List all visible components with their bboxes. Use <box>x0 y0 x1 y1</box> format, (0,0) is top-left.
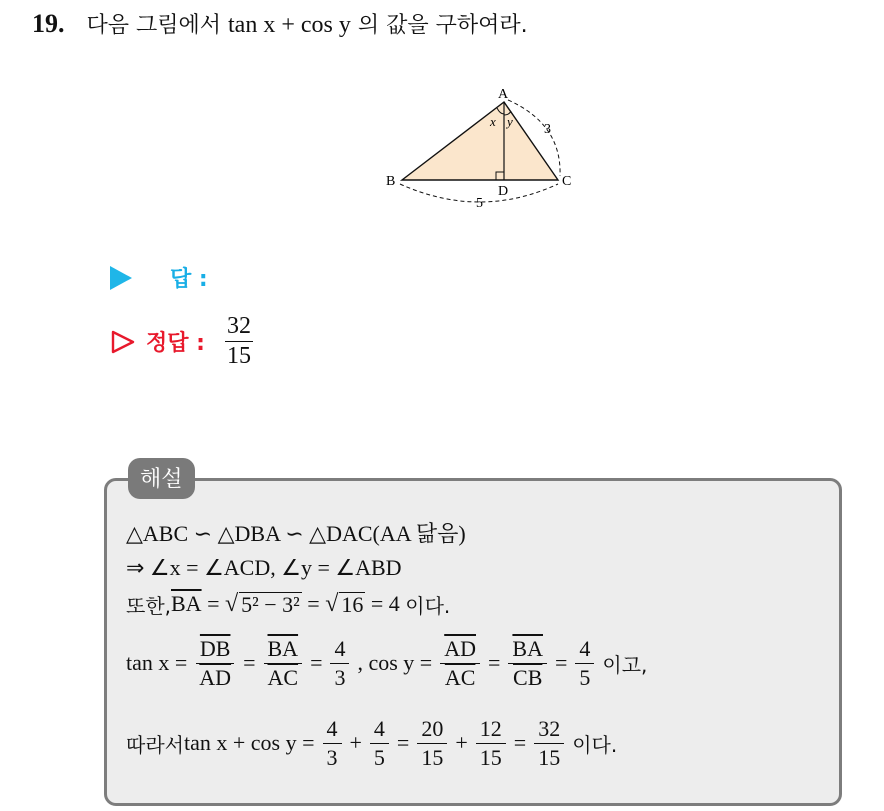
solution-line-1: △ABC ∽ △DBA ∽ △DAC(AA 닮음) <box>126 520 466 546</box>
label-y: y <box>507 114 513 129</box>
label-side-ac: 3 <box>544 122 551 137</box>
solution-line-2: ⇒ ∠x = ∠ACD, ∠y = ∠ABD <box>126 555 402 580</box>
triangle-figure <box>380 84 580 214</box>
solution-line-3 <box>126 586 647 622</box>
line5-eq2: = <box>513 730 527 755</box>
frac-numerator: $\overline{DB}$ <box>196 637 235 663</box>
fraction-ad-ac <box>440 637 480 688</box>
fraction-4-5 <box>370 717 389 768</box>
frac-denominator: 15 <box>421 744 444 770</box>
frac-denominator: AC <box>444 664 476 690</box>
line5-expr: tan x + cos y = <box>183 730 315 755</box>
correct-answer-fraction <box>225 314 253 369</box>
answer-label: 답 : <box>170 267 208 292</box>
line3-radicand2: 16 <box>341 592 364 618</box>
label-x: x <box>490 114 496 129</box>
frac-denominator: 3 <box>326 744 338 770</box>
frac-denominator: 15 <box>538 744 561 770</box>
fraction-ba-cb <box>508 637 547 688</box>
label-c: C <box>562 174 572 189</box>
frac-numerator: $\overline{AD}$ <box>440 637 480 663</box>
problem-text-after: 의 값을 구하여라. <box>350 13 528 38</box>
fraction-4-5 <box>575 637 594 688</box>
line3-ba: $\overline{BA}$ <box>171 591 202 616</box>
line4-suffix: 이고, <box>602 652 648 677</box>
solution-tab: 해설 <box>128 458 195 499</box>
line3-radicand1: 5² − 3² <box>241 592 300 618</box>
label-side-bc: 5 <box>476 196 483 211</box>
fraction-32-15 <box>534 717 564 768</box>
line5-plus1: + <box>349 730 362 755</box>
label-d: D <box>498 184 509 199</box>
solution-content <box>126 514 647 778</box>
line5-plus2: + <box>455 730 468 755</box>
frac-numerator: 32 <box>534 717 564 743</box>
frac-numerator: 4 <box>370 717 389 743</box>
line4-eq4: = <box>554 650 568 675</box>
line5-prefix: 따라서 <box>126 732 184 757</box>
problem-number: 19. <box>32 9 65 38</box>
line3-eq2: = <box>301 591 326 616</box>
fraction-ba-ac <box>264 637 303 688</box>
frac-denominator: 5 <box>373 744 385 770</box>
answer-row <box>110 262 208 293</box>
line3-prefix: 또한, <box>126 593 171 618</box>
fraction-db-ad <box>195 637 235 688</box>
line4-eq1: = <box>243 650 256 675</box>
label-b: B <box>386 174 396 189</box>
line5-suffix: 이다. <box>572 732 618 757</box>
correct-denominator: 15 <box>226 343 251 370</box>
frac-denominator: 5 <box>579 664 591 690</box>
frac-numerator: $\overline{BA}$ <box>264 637 303 663</box>
correct-answer-row <box>110 314 253 369</box>
line4-eq3: = <box>488 650 501 675</box>
fraction-20-15 <box>417 717 447 768</box>
line5-eq1: = <box>396 730 410 755</box>
frac-numerator: 4 <box>330 637 349 663</box>
fraction-4-3 <box>323 717 342 768</box>
frac-denominator: 3 <box>334 664 346 690</box>
line4-tan: tan x = <box>126 650 188 675</box>
frac-denominator: AC <box>267 664 299 690</box>
problem-text <box>87 8 528 39</box>
frac-numerator: 12 <box>476 717 506 743</box>
correct-numerator: 32 <box>225 314 253 342</box>
solution-line-4 <box>126 628 647 698</box>
sqrt-expression-1 <box>225 591 302 618</box>
problem-text-before: 다음 그림에서 <box>86 13 228 38</box>
frac-numerator: $\overline{BA}$ <box>508 637 547 663</box>
solution-line-5 <box>126 708 647 778</box>
line3-result: = 4 <box>365 591 406 616</box>
frac-denominator: 15 <box>479 744 502 770</box>
problem-expression: tan x + cos y <box>228 12 351 38</box>
correct-answer-label: 정답 : <box>146 331 205 357</box>
line4-sep: , cos y = <box>357 650 433 675</box>
frac-denominator: CB <box>513 664 543 690</box>
hollow-triangle-icon <box>110 329 136 355</box>
problem-statement <box>32 8 528 39</box>
line4-eq2: = <box>310 650 323 675</box>
triangle-fill <box>402 102 558 180</box>
frac-numerator: 4 <box>323 717 342 743</box>
frac-numerator: 4 <box>575 637 594 663</box>
line3-eq1: = <box>201 591 225 616</box>
label-a: A <box>498 87 509 102</box>
frac-numerator: 20 <box>417 717 447 743</box>
fraction-12-15 <box>476 717 506 768</box>
frac-denominator: AD <box>199 664 232 690</box>
sqrt-symbol: √ <box>325 590 339 617</box>
fraction-4-3 <box>330 637 349 688</box>
play-triangle-icon <box>110 266 132 290</box>
sqrt-expression-2 <box>325 591 365 618</box>
line3-suffix: 이다. <box>405 593 451 618</box>
sqrt-symbol: √ <box>224 590 239 617</box>
